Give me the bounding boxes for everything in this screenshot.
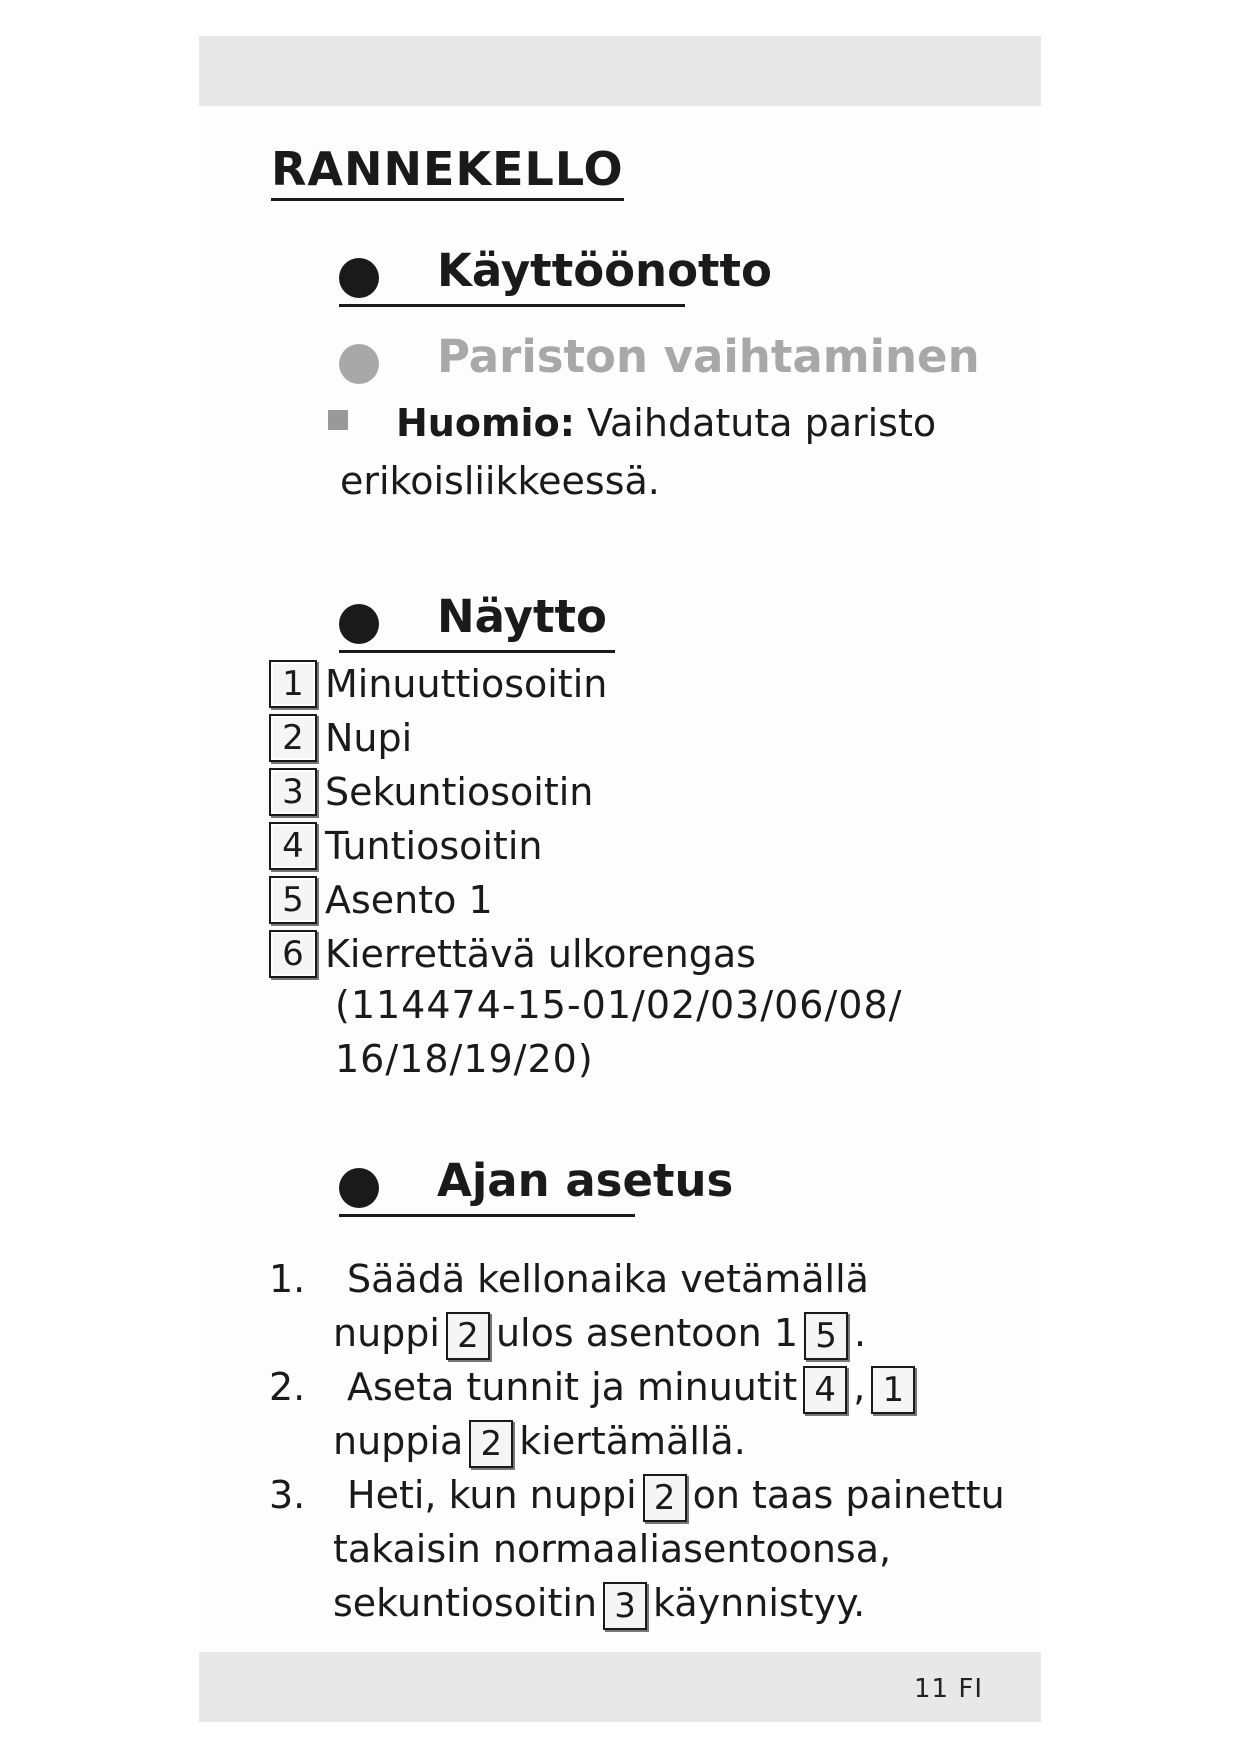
number-box: 1 [269,660,317,708]
legend-label: Kierrettävä ulkorengas [325,931,756,976]
heading-underline [339,1214,635,1217]
legend-label: Nupi [325,715,413,760]
manual-page [199,36,1041,1722]
step-text: , [853,1365,866,1409]
bullet-icon [339,258,379,298]
ref-box: 3 [603,1582,647,1630]
step-text: Heti, kun nuppi [347,1473,637,1517]
bullet-icon [339,344,379,384]
step-3 [269,1468,1089,1630]
heading-underline [339,304,685,307]
section-heading: Käyttöönotto [437,244,772,297]
number-box: 2 [269,714,317,762]
bullet-icon [339,604,379,644]
step-text: Aseta tunnit ja minuutit [347,1365,798,1409]
display-legend [269,654,902,1086]
page-title: RANNEKELLO [271,142,624,201]
legend-models-line: (114474-15-01/02/03/06/08/ [335,983,903,1027]
legend-models-line: 16/18/19/20) [335,1037,594,1081]
step-text: käynnistyy. [653,1581,866,1625]
note-text: Vaihdatuta paristo [574,401,937,445]
step-text: takaisin normaaliasentoonsa, [333,1527,892,1571]
number-box: 5 [269,876,317,924]
ref-box: 1 [871,1366,915,1414]
section-heading: Ajan asetus [437,1154,734,1207]
section-heading: Pariston vaihtaminen [437,330,980,383]
legend-item [269,762,902,816]
time-setting-steps [269,1252,1089,1630]
legend-item [269,654,902,708]
step-text: ulos asentoon 1 [495,1311,799,1355]
square-bullet-icon [328,410,348,430]
ref-box: 2 [643,1474,687,1522]
step-text: kiertämällä. [519,1419,746,1463]
legend-item [269,870,902,924]
number-box: 3 [269,768,317,816]
legend-label: Tuntiosoitin [325,823,543,868]
section-heading: Näytto [437,590,607,643]
step-text: . [854,1311,867,1355]
ref-box: 5 [804,1312,848,1360]
footer-band [199,1652,1041,1722]
note-text-cont: erikoisliikkeessä. [340,459,660,503]
step-number: 1. [269,1257,306,1301]
step-number: 2. [269,1365,306,1409]
note-label: Huomio: [396,401,575,445]
legend-label: Minuuttiosoitin [325,661,608,706]
step-text: nuppia [333,1419,464,1463]
step-text: on taas painettu [692,1473,1005,1517]
heading-underline [339,650,615,653]
number-box: 6 [269,930,317,978]
step-text: nuppi [333,1311,440,1355]
legend-label: Sekuntiosoitin [325,769,594,814]
note-paragraph [328,394,968,510]
legend-item [269,708,902,762]
step-text: sekuntiosoitin [333,1581,598,1625]
step-text: Säädä kellonaika vetämällä [347,1257,869,1301]
step-1 [269,1252,1089,1360]
step-2 [269,1360,1089,1468]
legend-item [269,816,902,870]
ref-box: 2 [446,1312,490,1360]
ref-box: 4 [803,1366,847,1414]
number-box: 4 [269,822,317,870]
page-number: 11 FI [914,1674,983,1704]
bullet-icon [339,1168,379,1208]
legend-item [269,924,902,978]
ref-box: 2 [469,1420,513,1468]
step-number: 3. [269,1473,306,1517]
header-band [199,36,1041,106]
legend-label: Asento 1 [325,877,493,922]
